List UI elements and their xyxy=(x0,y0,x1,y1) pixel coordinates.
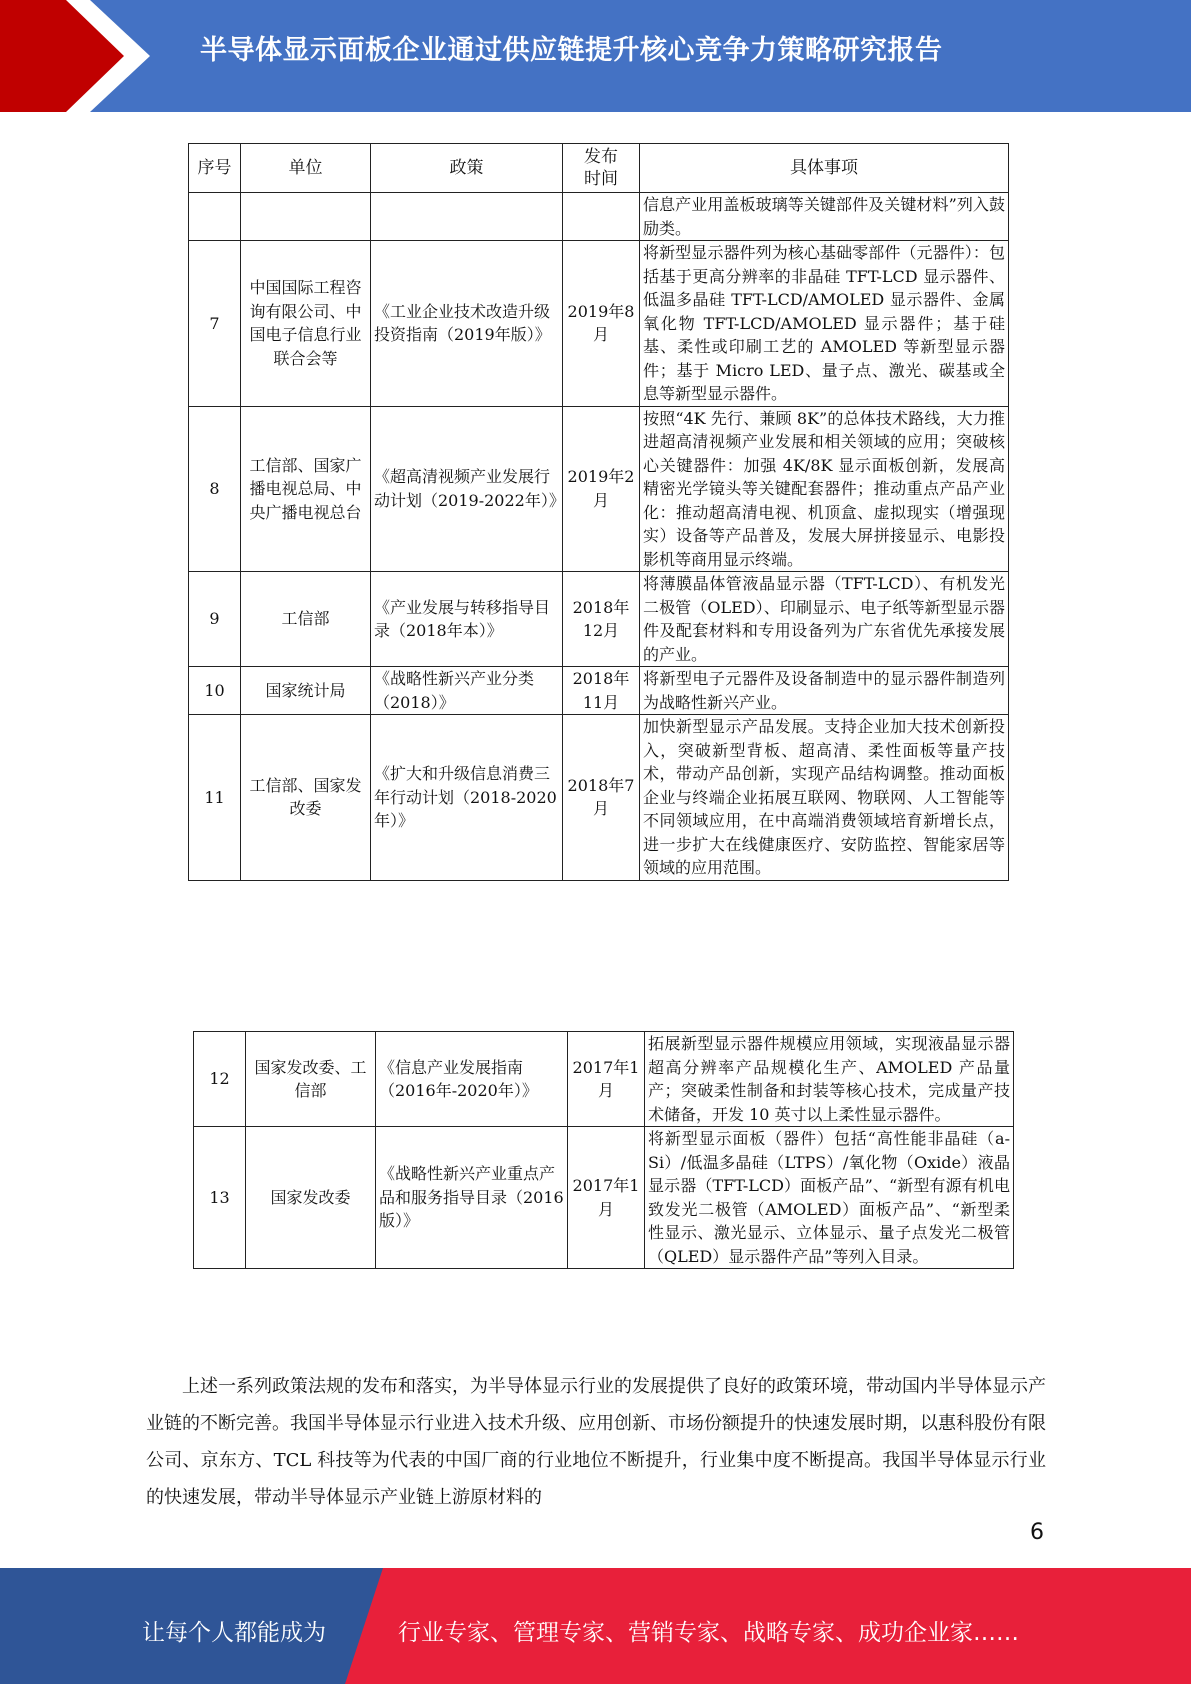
cell-policy: 《信息产业发展指南（2016年-2020年）》 xyxy=(376,1032,568,1127)
footer-slogan-left: 让每个人都能成为 xyxy=(142,1620,326,1646)
cell-detail: 信息产业用盖板玻璃等关键部件及关键材料”列入鼓励类。 xyxy=(640,193,1009,241)
policy-table-continued xyxy=(188,143,1009,881)
page-number: 6 xyxy=(1030,1520,1044,1545)
table-row xyxy=(189,406,1009,572)
table-row xyxy=(189,572,1009,667)
report-title: 半导体显示面板企业通过供应链提升核心竞争力策略研究报告 xyxy=(200,35,943,66)
cell-no: 11 xyxy=(189,715,241,881)
cell-no: 8 xyxy=(189,406,241,572)
cell-date: 2019年8月 xyxy=(563,241,640,407)
cell-no: 10 xyxy=(189,667,241,715)
cell-no: 7 xyxy=(189,241,241,407)
cell-unit: 工信部、国家广播电视总局、中央广播电视总台 xyxy=(241,406,371,572)
cell-policy: 《产业发展与转移指导目录（2018年本）》 xyxy=(371,572,563,667)
column-header-policy: 政策 xyxy=(371,144,563,193)
cell-date: 2017年1月 xyxy=(568,1032,645,1127)
cell-policy: 《战略性新兴产业分类（2018）》 xyxy=(371,667,563,715)
cell-date xyxy=(563,193,640,241)
cell-unit xyxy=(241,193,371,241)
cell-unit: 国家统计局 xyxy=(241,667,371,715)
cell-detail: 将新型显示器件列为核心基础零部件（元器件）：包括基于更高分辨率的非晶硅 TFT-LCD 显示器件、低温多晶硅 TFT-LCD/AMOLED 显示器件、金属氧化物 TFT-LCD/AMOLED 显示器件；基于硅基、柔性或印刷工艺的 AMOLED 等新型显示器件；基于 Micro LED、量子点、激光、碳基或全息等新型显示器件。 xyxy=(640,241,1009,407)
page-header xyxy=(0,0,1191,112)
footer-slogan-right: 行业专家、管理专家、营销专家、战略专家、成功企业家…… xyxy=(398,1620,1019,1646)
policy-table-second-part xyxy=(193,1031,1014,1269)
table-row xyxy=(189,241,1009,407)
cell-policy: 《超高清视频产业发展行动计划（2019-2022年）》 xyxy=(371,406,563,572)
cell-no: 13 xyxy=(194,1127,246,1269)
table-row xyxy=(189,715,1009,881)
cell-policy: 《战略性新兴产业重点产品和服务指导目录（2016版）》 xyxy=(376,1127,568,1269)
cell-detail: 加快新型显示产品发展。支持企业加大技术创新投入，突破新型背板、超高清、柔性面板等量产技术，带动产品创新，实现产品结构调整。推动面板企业与终端企业拓展互联网、物联网、人工智能等不同领域应用，在中高端消费领域培育新增长点，进一步扩大在线健康医疗、安防监控、智能家居等领域的应用范围。 xyxy=(640,715,1009,881)
cell-unit: 国家发改委 xyxy=(246,1127,376,1269)
table-row xyxy=(194,1127,1014,1269)
cell-no: 12 xyxy=(194,1032,246,1127)
column-header-detail: 具体事项 xyxy=(640,144,1009,193)
column-header-unit: 单位 xyxy=(241,144,371,193)
cell-date: 2018年7月 xyxy=(563,715,640,881)
cell-unit: 中国国际工程咨询有限公司、中国电子信息行业联合会等 xyxy=(241,241,371,407)
body-paragraph: 上述一系列政策法规的发布和落实，为半导体显示行业的发展提供了良好的政策环境，带动国内半导体显示产业链的不断完善。我国半导体显示行业进入技术升级、应用创新、市场份额提升的快速发展时期，以惠科股份有限公司、京东方、TCL 科技等为代表的中国厂商的行业地位不断提升，行业集中度不断提高。我国半导体显示行业的快速发展，带动半导体显示产业链上游原材料的 xyxy=(146,1376,1046,1508)
cell-detail: 拓展新型显示器件规模应用领域，实现液晶显示器超高分辨率产品规模化生产、AMOLED 产品量产；突破柔性制备和封装等核心技术，完成量产技术储备，开发 10 英寸以上柔性显示器件。 xyxy=(645,1032,1014,1127)
cell-date: 2017年1月 xyxy=(568,1127,645,1269)
cell-detail: 将新型显示面板（器件）包括“高性能非晶硅（a-Si）/低温多晶硅（LTPS）/氧化物（Oxide）液晶显示器（TFT-LCD）面板产品”、“新型有源有机电致发光二极管（AMOLED）面板产品”、“新型柔性显示、激光显示、立体显示、量子点发光二极管（QLED）显示器件产品”等列入目录。 xyxy=(645,1127,1014,1269)
cell-unit: 工信部、国家发改委 xyxy=(241,715,371,881)
cell-policy: 《扩大和升级信息消费三年行动计划（2018-2020年）》 xyxy=(371,715,563,881)
page-footer xyxy=(0,1568,1191,1684)
cell-policy: 《工业企业技术改造升级投资指南（2019年版）》 xyxy=(371,241,563,407)
cell-date: 2018年12月 xyxy=(563,572,640,667)
cell-unit: 国家发改委、工信部 xyxy=(246,1032,376,1127)
cell-date: 2018年11月 xyxy=(563,667,640,715)
cell-no: 9 xyxy=(189,572,241,667)
column-header-no: 序号 xyxy=(189,144,241,193)
cell-detail: 将薄膜晶体管液晶显示器（TFT-LCD）、有机发光二极管（OLED）、印刷显示、电子纸等新型显示器件及配套材料和专用设备列为广东省优先承接发展的产业。 xyxy=(640,572,1009,667)
cell-no xyxy=(189,193,241,241)
table-header-row xyxy=(189,144,1009,193)
cell-detail: 将新型电子元器件及设备制造中的显示器件制造列为战略性新兴产业。 xyxy=(640,667,1009,715)
cell-date: 2019年2月 xyxy=(563,406,640,572)
cell-detail: 按照“4K 先行、兼顾 8K”的总体技术路线，大力推进超高清视频产业发展和相关领域的应用；突破核心关键器件：加强 4K/8K 显示面板创新，发展高精密光学镜头等关键配套器件；推动重点产品产业化：推动超高清电视、机顶盒、虚拟现实（增强现实）设备等产品普及，发展大屏拼接显示、电影投影机等商用显示终端。 xyxy=(640,406,1009,572)
column-header-date xyxy=(563,144,640,193)
cell-unit: 工信部 xyxy=(241,572,371,667)
table-row xyxy=(189,667,1009,715)
cell-policy xyxy=(371,193,563,241)
table-row xyxy=(189,193,1009,241)
date-header-text: 发布时间 xyxy=(584,147,618,189)
table-row xyxy=(194,1032,1014,1127)
